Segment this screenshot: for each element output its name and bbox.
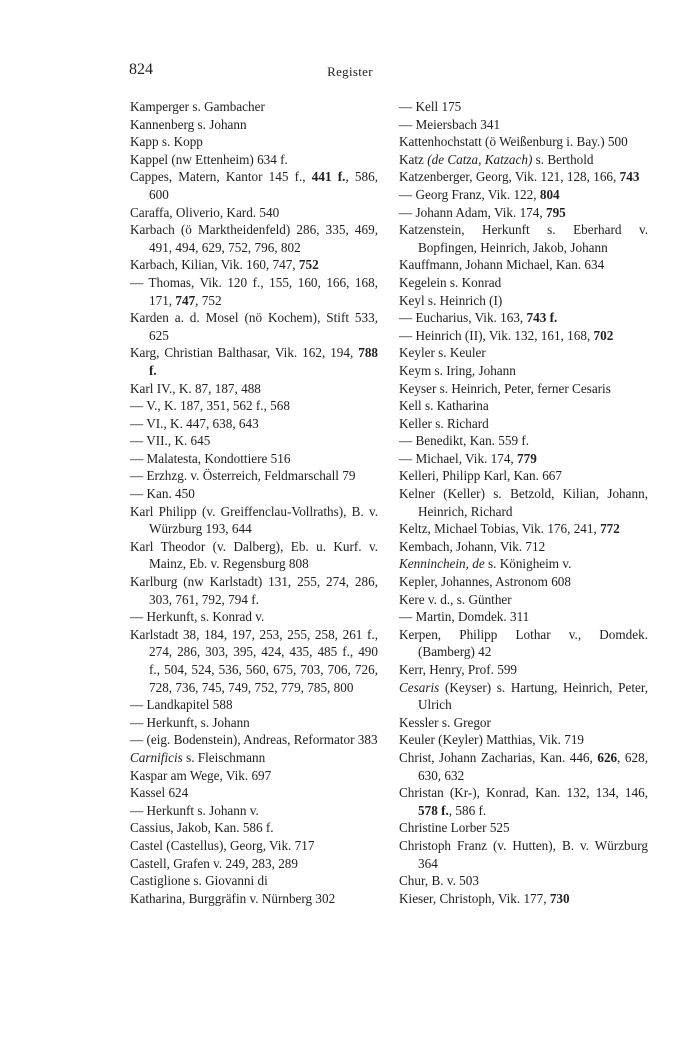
index-entry: Castiglione s. Giovanni di [130, 873, 268, 889]
index-entry: — V., K. 187, 351, 562 f., 568 [130, 398, 290, 414]
index-entry: Kegelein s. Konrad [399, 274, 502, 290]
index-entry: Keyl s. Heinrich (I) [399, 292, 503, 308]
index-entry: — (eig. Bodenstein), Andreas, Reformator 383 [130, 732, 378, 748]
index-entry: Karden a. d. Mosel (nö Kochem), Stift 533, 625 [130, 310, 378, 343]
index-entry: Katzenstein, Herkunft s. Eberhard v. Bopfingen, Heinrich, Jakob, Johann [399, 222, 648, 255]
index-entry: Karl Philipp (v. Greiffenclau-Vollraths), B. v. Würzburg 193, 644 [130, 503, 378, 537]
index-entry: Kassel 624 [130, 785, 189, 801]
index-entry: Karbach (ö Marktheidenfeld) 286, 335, 469, 491, 494, 629, 752, 796, 802 [130, 222, 378, 255]
page-number: 824 [129, 61, 153, 78]
index-entry: — VI., K. 447, 638, 643 [130, 415, 259, 431]
index-entry: Karg, Christian Balthasar, Vik. 162, 194, 788 f. [130, 345, 378, 378]
index-entry: — Herkunft, s. Johann [130, 714, 250, 730]
index-entry: — VII., K. 645 [130, 433, 211, 449]
index-entry: Kepler, Johannes, Astronom 608 [399, 574, 571, 590]
index-entry: Karl Theodor (v. Dalberg), Eb. u. Kurf. v. Mainz, Eb. v. Regensburg 808 [130, 538, 378, 572]
index-entry: Kauffmann, Johann Michael, Kan. 634 [399, 257, 605, 273]
index-entry: Kelleri, Philipp Karl, Kan. 667 [399, 468, 562, 484]
index-entry: Cappes, Matern, Kantor 145 f., 441 f., 586, 600 [130, 169, 378, 202]
index-entry: Castel (Castellus), Georg, Vik. 717 [130, 837, 315, 853]
index-column-left [130, 98, 378, 907]
index-entry: — Martin, Domdek. 311 [399, 609, 530, 625]
index-entry: — Herkunft, s. Konrad v. [130, 609, 265, 625]
index-entry: Keller s. Richard [399, 415, 489, 431]
index-entry: — Eucharius, Vik. 163, 743 f. [399, 310, 558, 326]
index-entry: Carnificis s. Fleischmann [130, 749, 266, 765]
index-entry: — Meiersbach 341 [399, 116, 501, 132]
index-entry: Chur, B. v. 503 [399, 873, 479, 889]
index-entry: Katharina, Burggräfin v. Nürnberg 302 [130, 890, 336, 906]
index-entry: — Heinrich (II), Vik. 132, 161, 168, 702 [399, 327, 614, 343]
index-entry: — Kell 175 [399, 99, 462, 114]
index-entry: — Herkunft s. Johann v. [130, 802, 259, 818]
index-entry: Kelner (Keller) s. Betzold, Kilian, Johann, Heinrich, Richard [399, 486, 648, 519]
index-entry: Kamperger s. Gambacher [130, 99, 265, 114]
index-entry: Christine Lorber 525 [399, 820, 510, 836]
index-entry: Kenninchein, de s. Königheim v. [399, 556, 572, 572]
index-entry: — Georg Franz, Vik. 122, 804 [399, 186, 560, 202]
index-entry: Karl IV., K. 87, 187, 488 [130, 380, 261, 396]
index-entry: — Michael, Vik. 174, 779 [399, 450, 537, 466]
index-entry: Caraffa, Oliverio, Kard. 540 [130, 204, 280, 220]
index-entry: Kerr, Henry, Prof. 599 [399, 662, 518, 677]
index-entry: Keyler s. Keuler [399, 345, 486, 361]
index-entry: — Thomas, Vik. 120 f., 155, 160, 166, 168, 171, 747, 752 [130, 274, 378, 308]
index-entry: Karlburg (nw Karlstadt) 131, 255, 274, 286, 303, 761, 792, 794 f. [130, 574, 378, 607]
index-entry: Kessler s. Gregor [399, 714, 491, 730]
index-entry: — Malatesta, Kondottiere 516 [130, 450, 291, 466]
index-entry: Kembach, Johann, Vik. 712 [399, 538, 546, 554]
index-entry: — Johann Adam, Vik. 174, 795 [399, 204, 566, 220]
index-entry: Kappel (nw Ettenheim) 634 f. [130, 151, 288, 167]
index-entry: Keuler (Keyler) Matthias, Vik. 719 [399, 732, 585, 748]
index-entry: Kere v. d., s. Günther [399, 591, 512, 607]
index-entry: Karlstadt 38, 184, 197, 253, 255, 258, 261 f., 274, 286, 303, 395, 424, 435, 485 f., 490 f., 504, 524, 536, 560, 675, 703, 706, 726, 728, 736, 745, 749, 752, 779, 785, 800 [130, 626, 378, 695]
index-entry: — Erzhzg. v. Österreich, Feldmarschall 79 [130, 468, 356, 484]
index-entry: Kattenhochstatt (ö Weißenburg i. Bay.) 500 [399, 134, 628, 150]
index-entry: Kieser, Christoph, Vik. 177, 730 [399, 890, 570, 906]
index-entry: — Kan. 450 [130, 486, 195, 502]
index-entry: Christan (Kr-), Konrad, Kan. 132, 134, 146, 578 f., 586 f. [399, 785, 648, 818]
index-entry: Christ, Johann Zacharias, Kan. 446, 626, 628, 630, 632 [399, 749, 649, 783]
index-entry: Christoph Franz (v. Hutten), B. v. Würzburg 364 [399, 837, 648, 871]
index-entry: — Benedikt, Kan. 559 f. [399, 433, 530, 449]
index-entry: Kerpen, Philipp Lothar v., Domdek. (Bamberg) 42 [399, 626, 648, 660]
index-column-right [399, 98, 648, 907]
index-entry: Cesaris (Keyser) s. Hartung, Heinrich, Peter, Ulrich [399, 679, 648, 713]
index-entry: Karbach, Kilian, Vik. 160, 747, 752 [130, 257, 319, 273]
index-entry: Cassius, Jakob, Kan. 586 f. [130, 820, 274, 836]
index-entry: Keyser s. Heinrich, Peter, ferner Cesaris [399, 380, 611, 396]
index-entry: Katz (de Catza, Katzach) s. Berthold [399, 151, 594, 167]
index-entry: Kannenberg s. Johann [130, 116, 247, 132]
index-entry: Castell, Grafen v. 249, 283, 289 [130, 855, 298, 871]
index-entry: Kaspar am Wege, Vik. 697 [130, 767, 272, 783]
running-head: Register [327, 64, 373, 79]
index-entry: Kapp s. Kopp [130, 134, 203, 150]
index-entry: — Landkapitel 588 [130, 697, 233, 713]
index-entry: Katzenberger, Georg, Vik. 121, 128, 166, 743 [399, 169, 640, 185]
index-entry: Keym s. Iring, Johann [399, 362, 516, 378]
index-entry: Keltz, Michael Tobias, Vik. 176, 241, 772 [399, 521, 620, 537]
index-entry: Kell s. Katharina [399, 398, 489, 414]
